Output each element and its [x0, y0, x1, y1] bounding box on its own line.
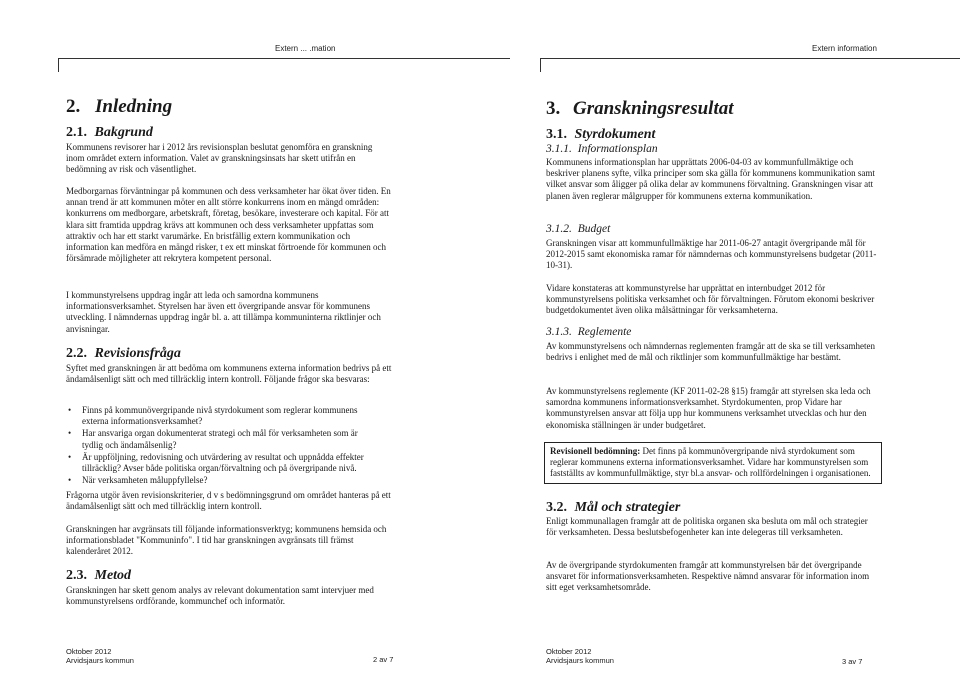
- section-number: 2.1.: [66, 125, 87, 140]
- subsection-title: Reglemente: [577, 326, 632, 338]
- chapter-title: Inledning: [95, 96, 173, 117]
- chapter-heading: [66, 96, 172, 118]
- paragraph: Av de övergripande styrdokumenten framgår att kommunstyrelsen bär det övergripande ansvaret för informationsverksamheten. Respektive nämnd ansvarar för information inom sitt eget verksamhetsområde.: [546, 560, 870, 593]
- bullet-list: [66, 405, 376, 487]
- paragraph: Frågorna utgör även revisionskriterier, d v s bedömningsgrund om området hanteras på ett ändamålsenligt sätt och med tillräcklig intern kontroll.: [66, 490, 391, 512]
- section-heading-3-1: [546, 127, 655, 143]
- paragraph: Granskningen har avgränsats till följande informationsverktyg; kommunens hemsida och informationsbladet "Kommuninfo". I tid har granskningen avgränsats till främst kalenderåret 2012.: [66, 524, 387, 557]
- section-title: Revisionsfråga: [94, 346, 181, 361]
- footer-block: [546, 648, 614, 665]
- footer-date: Oktober 2012: [546, 647, 592, 656]
- page-number: 2 av 7: [373, 655, 394, 664]
- paragraph: Av kommunstyrelsens reglemente (KF 2011-02-28 §15) framgår att styrelsen ska leda och samordna kommunens informationsverksamhet. Styrdokumenten, prop Vidare har kommunstyrelsen ansvar att följa upp hur kommunens verksamhet utvecklas och hur den ekonomiska ställningen är under budgetåret.: [546, 386, 871, 430]
- subsection-number: 3.1.3.: [546, 326, 572, 338]
- header-rule: [58, 58, 510, 59]
- section-number: 3.1.: [546, 127, 567, 142]
- paragraph: I kommunstyrelsens uppdrag ingår att leda och samordna kommunens informationsverksamhet. Styrelsen har även ett övergripande ansvar för kommunens utveckling. I nämndernas uppdrag ingår bl. a. att tillämpa kommuninterna riktlinjer och anvisningar.: [66, 290, 381, 334]
- list-item: • Har ansvariga organ dokumenterat strategi och mål för verksamheten som är tydlig och ändamålsenlig?: [66, 428, 376, 450]
- running-header: Extern information: [812, 44, 877, 53]
- chapter-title: Granskningsresultat: [573, 98, 734, 119]
- section-title: Mål och strategier: [574, 500, 681, 515]
- paragraph: Granskningen har skett genom analys av relevant dokumentation samt intervjuer med kommunstyrelsens ordförande, kommunchef och informatör.: [66, 585, 374, 607]
- subsection-title: Budget: [577, 223, 611, 235]
- paragraph: Av kommunstyrelsens och nämndernas reglementen framgår att de ska se till verksamheten bedrivs i enlighet med de mål och riktlinjer som kommunfullmäktige har bestämt.: [546, 341, 875, 363]
- section-number: 2.3.: [66, 568, 87, 583]
- section-heading-3-2: [546, 500, 680, 516]
- right-page: [530, 0, 960, 676]
- section-heading-2-2: [66, 346, 181, 362]
- chapter-number: 3.: [546, 98, 561, 119]
- paragraph: Vidare konstateras att kommunstyrelse har upprättat en internbudget 2012 för kommunstyrelsens politiska verksamhet och för förvaltningen. Förutom ekonomi beskriver budgetdokumentet även olika målsättningar för verksamheterna.: [546, 283, 875, 316]
- section-number: 3.2.: [546, 500, 567, 515]
- paragraph: Kommunens informationsplan har upprättats 2006-04-03 av kommunfullmäktige och beskriver planens syfte, vilka principer som ska gälla för kommunens kommunikation samt vilket ansvar som åligger på olika delar av kommunens förvaltning. Granskningen visar att planen även reglerar målgrupper för kommunens externa kommunikation.: [546, 157, 875, 201]
- footer-block: [66, 648, 134, 665]
- assessment-label: Revisionell bedömning:: [550, 446, 641, 456]
- assessment-box: [544, 442, 882, 484]
- subsection-heading-3-1-1: [546, 143, 658, 155]
- header-rule-tick: [58, 58, 59, 72]
- list-item: • När verksamheten måluppfyllelse?: [66, 475, 376, 486]
- subsection-title: Informationsplan: [577, 143, 658, 155]
- subsection-number: 3.1.1.: [546, 143, 572, 155]
- paragraph: Kommunens revisorer har i 2012 års revisionsplan beslutat genomföra en granskning inom området extern information. Valet av granskningsinsats har skett utifrån en bedömning av risk och väsentlighet.: [66, 142, 373, 175]
- chapter-number: 2.: [66, 96, 81, 117]
- subsection-number: 3.1.2.: [546, 223, 572, 235]
- section-number: 2.2.: [66, 346, 87, 361]
- footer-org: Arvidsjaurs kommun: [546, 655, 614, 665]
- section-title: Bakgrund: [94, 125, 153, 140]
- subsection-heading-3-1-3: [546, 326, 631, 338]
- section-title: Metod: [94, 568, 132, 583]
- running-header: Extern ... .mation: [275, 44, 336, 53]
- paragraph: Enligt kommunallagen framgår att de politiska organen ska besluta om mål och strategier för verksamheten. Dessa beslutsbefogenheter kan inte delegeras till verksamheten.: [546, 516, 868, 538]
- list-item: • Är uppföljning, redovisning och utvärdering av resultat och uppnådda effekter tillräcklig? Avser både politiska organ/förvaltning och på övergripande nivå.: [66, 452, 376, 474]
- footer-date: Oktober 2012: [66, 647, 112, 656]
- header-rule-tick: [540, 58, 541, 72]
- section-title: Styrdokument: [574, 127, 656, 142]
- paragraph: Medborgarnas förväntningar på kommunen och dess verksamheter har ökat över tiden. En annan trend är att kommunen möter en allt större konkurrens inom en mängd områden: konkurrens om medborgare, arbetskraft, företag, besökare, investerare och kapital. För att klara sitt framtida uppdrag krävs att kommunen och dess verksamheter uppfattas som attraktiv och har ett starkt varumärke. En bristfällig extern kommunikation och information kan medföra en mängd risker, t ex ett minskat förtroende för kommunen och försämrade möjligheter att rekrytera kompetent personal.: [66, 186, 391, 264]
- header-rule: [540, 58, 960, 59]
- list-item: • Finns på kommunövergripande nivå styrdokument som reglerar kommunens externa informationsverksamhet?: [66, 405, 376, 427]
- footer-org: Arvidsjaurs kommun: [66, 655, 134, 665]
- paragraph: Granskningen visar att kommunfullmäktige har 2011-06-27 antagit övergripande mål för 2012-2015 samt ekonomiska ramar för nämndernas och kommunstyrelsens budgetar (2011-10-31).: [546, 238, 877, 271]
- page-number: 3 av 7: [842, 657, 863, 666]
- section-heading-2-1: [66, 125, 153, 141]
- subsection-heading-3-1-2: [546, 223, 610, 235]
- chapter-heading: [546, 98, 734, 120]
- assessment-text: Det finns på kommunövergripande nivå styrdokument som reglerar kommunens externa informationsverksamhet. Vidare har kommunstyrelsen som fastställts av kommunfullmäktige, styr bl.a ansvar- och rollfördelningen i organisationen.: [550, 446, 871, 479]
- paragraph: Syftet med granskningen är att bedöma om kommunens externa information bedrivs på ett ändamålsenligt sätt och med tillräcklig intern kontroll. Följande frågor ska besvaras:: [66, 363, 392, 385]
- section-heading-2-3: [66, 568, 131, 584]
